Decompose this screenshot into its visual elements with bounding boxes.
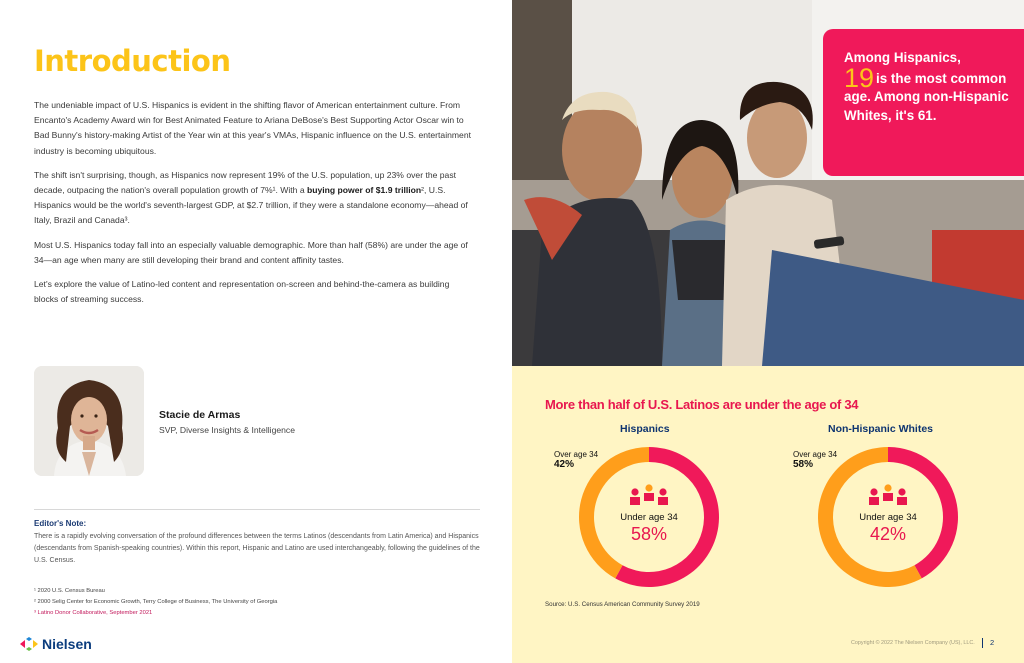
under-age-label-hispanics: Under age 34 <box>620 512 678 523</box>
intro-paragraph-3: Most U.S. Hispanics today fall into an especially valuable demographic. More than half (58%) are under the age of 34—an age when many are still developing their brand and content affinity tastes. <box>34 239 468 265</box>
footnote-2: ² 2000 Selig Center for Economic Growth, Terry College of Business, The University of Georgia <box>34 599 278 605</box>
intro-body <box>34 98 474 316</box>
stat-text: is the most common age. Among non-Hispanic Whites, it's 61. <box>844 70 1009 123</box>
footnotes <box>34 586 277 619</box>
nielsen-mark-icon <box>20 637 38 651</box>
nielsen-logo <box>20 636 92 652</box>
intro-paragraph-2 <box>34 168 474 229</box>
intro-paragraph-2-start: The shift isn't surprising, though, as Hispanics now represent 19% of the U.S. population, up 23% over the past decade, outpacing the nation's overall population growth of 7%¹. With a <box>34 169 457 196</box>
author-name: Stacie de Armas <box>159 409 241 421</box>
author-portrait <box>34 366 144 476</box>
intro-paragraph-4: Let's explore the value of Latino-led content and representation on-screen and behind-the-camera as building blocks of streaming success. <box>34 279 450 305</box>
stat-line-2 <box>844 62 1010 126</box>
donut-title-hispanics: Hispanics <box>620 423 670 435</box>
over-age-text: Over age 34 <box>793 450 838 459</box>
over-age-value: 42% <box>554 459 575 470</box>
chart-source: Source: U.S. Census American Community Survey 2019 <box>545 601 700 608</box>
over-age-text: Over age 34 <box>554 450 599 459</box>
editor-note <box>34 519 480 567</box>
page-title: Introduction <box>34 44 231 78</box>
people-icon <box>630 484 668 505</box>
intro-paragraph-2-end: ², U.S. Hispanics would be the world's seventh-largest GDP, at $2.7 trillion, if they were a standalone economy—ahead of Italy, Brazil and Canada³. <box>34 185 468 226</box>
people-icon <box>869 484 907 505</box>
intro-paragraph-1: The undeniable impact of U.S. Hispanics is evident in the shifting flavor of American entertainment culture. From Encanto's Academy Award win for Best Animated Feature to Ariana DeBose's Best Supporting Actor Oscar win to Bad Bunny's history-making Artist of the Year win at this year's VMAs, Hispanic influence on the U.S. entertainment industry is becoming ubiquitous. <box>34 100 472 156</box>
author-block <box>159 409 295 435</box>
copyright: Copyright © 2022 The Nielsen Company (US), LLC. <box>851 640 975 646</box>
stat-callout <box>823 29 1024 176</box>
footer-separator <box>982 638 983 648</box>
over-age-value: 58% <box>793 459 814 470</box>
author-title: SVP, Diverse Insights & Intelligence <box>159 425 295 435</box>
page-number: 2 <box>990 638 995 647</box>
under-age-label-non-hispanic-whites: Under age 34 <box>859 512 917 523</box>
stat-number: 19 <box>844 62 875 93</box>
chart-title: More than half of U.S. Latinos are under the age of 34 <box>545 397 859 412</box>
footnote-1: ¹ 2020 U.S. Census Bureau <box>34 588 105 594</box>
buying-power-highlight: buying power of $1.9 trillion <box>307 185 422 196</box>
editor-note-body: There is a rapidly evolving conversation of the profound differences between the terms Latinos (descendants from Latin America) and Hispanics (descendants from Spanish-speaking countries). Within this report, Hispanic and Latino are used interchangeably, following the guidelines of the U.S. Census. <box>34 533 480 564</box>
nielsen-wordmark: Nielsen <box>42 636 92 652</box>
donut-title-non-hispanic-whites: Non-Hispanic Whites <box>828 423 934 435</box>
under-age-value-hispanics: 58% <box>630 524 668 544</box>
section-divider <box>34 509 480 510</box>
under-age-value-non-hispanic-whites: 42% <box>869 524 907 544</box>
over-age-label-non-hispanic-whites <box>793 450 837 470</box>
editor-note-heading: Editor's Note: <box>34 519 87 528</box>
stat-line-1: Among Hispanics, <box>844 50 961 65</box>
footnote-3[interactable]: ³ Latino Donor Collaborative, September 2021 <box>34 610 153 616</box>
over-age-label-hispanics <box>554 450 598 470</box>
